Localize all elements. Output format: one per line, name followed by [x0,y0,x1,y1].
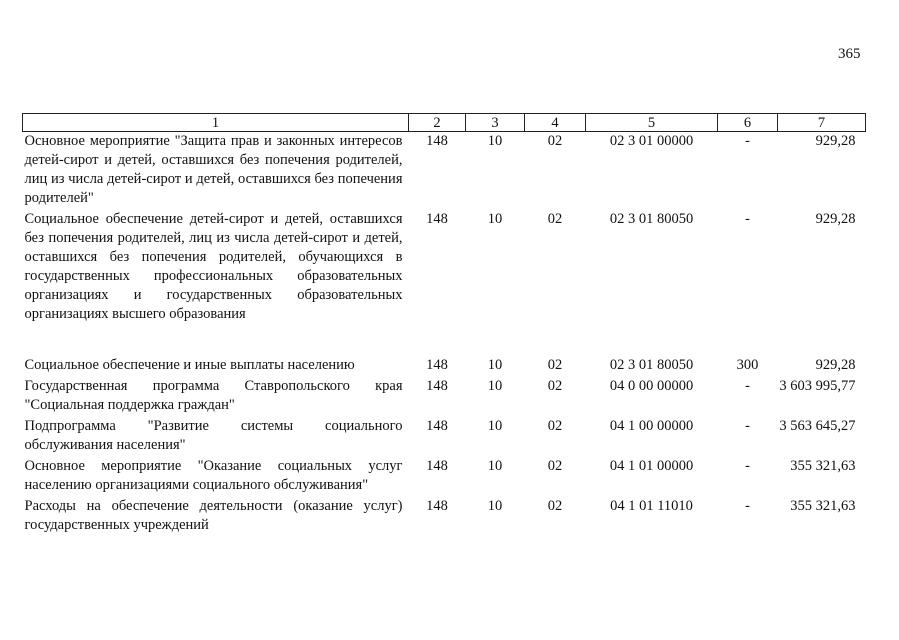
table-row [23,377,866,417]
row-name: Расходы на обеспечение деятельности (оказание услуг) государственных учреждений [24,498,403,533]
cell-target-code: 04 1 01 11010 [610,498,693,514]
row-name: Социальное обеспечение и иные выплаты населению [24,357,355,373]
column-header: 2 [409,114,466,132]
cell-section: 10 [487,498,503,514]
table-row [23,417,866,457]
cell-amount: 355 321,63 [790,458,856,474]
row-name: Социальное обеспечение детей-сирот и детей, оставшихся без попечения родителей, лиц из числа детей-сирот и детей, оставшихся без попечения родителей, обучающихся в государственных профессиональных образовательных организациях и государственных образовательных организациях высшего образования [24,211,403,322]
cell-subsection: 02 [547,458,563,474]
cell-subsection: 02 [547,498,563,514]
table-row [23,457,866,497]
column-header: 3 [466,114,525,132]
cell-ministry: 148 [426,498,448,514]
cell-subsection: 02 [547,211,563,227]
cell-ministry: 148 [426,458,448,474]
cell-expense-type: - [745,211,750,227]
cell-expense-type: - [745,458,750,474]
table-row [23,210,866,356]
cell-target-code: 02 3 01 80050 [609,211,694,227]
cell-ministry: 148 [426,357,448,373]
cell-amount: 3 563 645,27 [779,418,856,434]
cell-amount: 929,28 [815,133,856,149]
cell-expense-type: 300 [736,357,759,373]
cell-subsection: 02 [547,378,563,394]
cell-ministry: 148 [426,133,448,149]
column-header: 1 [23,114,409,132]
cell-amount: 929,28 [815,357,856,373]
cell-amount: 929,28 [815,211,856,227]
column-header: 5 [586,114,718,132]
row-name: Подпрограмма "Развитие системы социального обслуживания населения" [24,418,403,453]
cell-expense-type: - [745,133,750,149]
column-header: 7 [778,114,866,132]
cell-amount: 3 603 995,77 [779,378,856,394]
cell-target-code: 02 3 01 80050 [609,357,694,373]
cell-section: 10 [487,133,503,149]
page-number: 365 [838,46,861,62]
cell-section: 10 [487,357,503,373]
table-row [23,356,866,377]
cell-expense-type: - [745,378,750,394]
cell-subsection: 02 [547,133,563,149]
cell-ministry: 148 [426,418,448,434]
cell-target-code: 04 1 01 00000 [609,458,694,474]
header-row [23,114,866,132]
column-header: 6 [718,114,778,132]
cell-ministry: 148 [426,378,448,394]
table-row [23,132,866,211]
cell-section: 10 [487,378,503,394]
cell-target-code: 02 3 01 00000 [609,133,694,149]
cell-ministry: 148 [426,211,448,227]
budget-table [22,113,866,537]
cell-expense-type: - [745,498,750,514]
row-name: Государственная программа Ставропольского края "Социальная поддержка граждан" [24,378,403,413]
cell-section: 10 [487,211,503,227]
cell-section: 10 [487,458,503,474]
cell-target-code: 04 0 00 00000 [609,378,694,394]
table-row [23,497,866,537]
cell-subsection: 02 [547,418,563,434]
cell-section: 10 [487,418,503,434]
cell-subsection: 02 [547,357,563,373]
cell-expense-type: - [745,418,750,434]
column-header: 4 [525,114,586,132]
cell-target-code: 04 1 00 00000 [609,418,694,434]
row-name: Основное мероприятие "Оказание социальных услуг населению организациями социального обслуживания" [24,458,403,493]
row-name: Основное мероприятие "Защита прав и законных интересов детей-сирот и детей, оставшихся без попечения родителей, лиц из числа детей-сирот и детей, оставшихся без попечения родителей" [24,133,403,206]
cell-amount: 355 321,63 [790,498,856,514]
